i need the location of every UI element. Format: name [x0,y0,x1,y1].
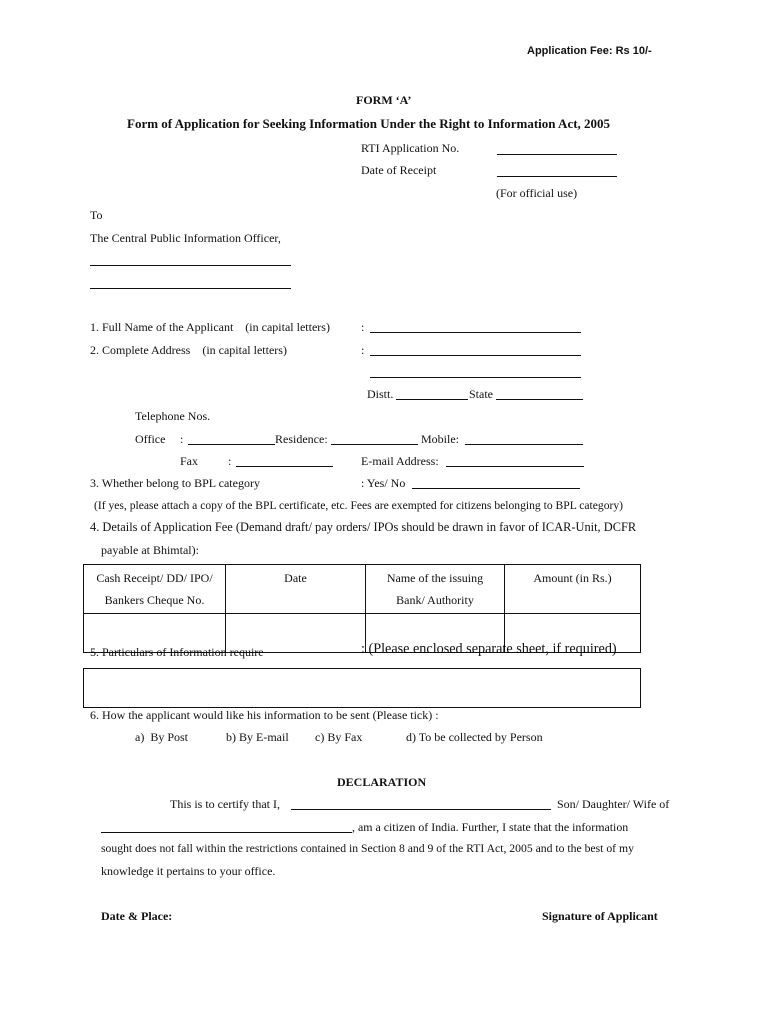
office-label: Office [135,432,166,446]
officer-label: The Central Public Information Officer, [90,231,281,245]
office-phone-field[interactable] [188,444,275,445]
date-place-label: Date & Place: [101,909,173,923]
q1-full-name-label: 1. Full Name of the Applicant (in capital letters) [90,320,330,334]
bpl-field[interactable] [412,488,580,489]
date-of-receipt-field[interactable] [497,176,617,177]
official-use-note: (For official use) [496,186,578,200]
signature-label: Signature of Applicant [542,909,658,923]
residence-phone-field[interactable] [331,444,418,445]
option-by-email[interactable]: b) By E-mail [226,730,289,744]
declaration-line-1a: This is to certify that I, [170,797,280,811]
state-label: State [469,387,493,401]
q5-note: : (Please enclosed separate sheet, if required) [361,641,617,657]
full-name-field[interactable] [370,332,581,333]
fee-details-table [83,564,641,653]
header-receipt-no: Cash Receipt/ DD/ IPO/ Bankers Cheque No. [84,565,226,614]
q2-address-label: 2. Complete Address (in capital letters) [90,343,287,357]
applicant-name-field[interactable] [291,809,551,810]
telephone-label: Telephone Nos. [135,409,211,423]
declaration-line-3: sought does not fall within the restrictions contained in Section 8 and 9 of the RTI Act, 2005 and to the best of my [101,842,634,855]
application-fee: Application Fee: Rs 10/- [527,45,652,57]
address-field-1[interactable] [370,355,581,356]
declaration-line-2: , am a citizen of India. Further, I state that the information [352,820,629,834]
option-by-post[interactable]: a) By Post [135,730,189,744]
email-field[interactable] [446,466,584,467]
fax-field[interactable] [236,466,333,467]
parent-spouse-name-field[interactable] [101,832,352,833]
yes-no-option[interactable]: : Yes/ No [361,476,406,490]
distt-field[interactable] [396,399,468,400]
option-collect-in-person[interactable]: d) To be collected by Person [406,730,543,744]
mobile-label: Mobile: [421,432,459,446]
address-field-2[interactable] [370,377,581,378]
q6-delivery-label: 6. How the applicant would like his information to be sent (Please tick) : [90,708,439,722]
rti-application-no-label: RTI Application No. [361,141,460,155]
bpl-note: (If yes, please attach a copy of the BPL certificate, etc. Fees are exempted for citizens belonging to BPL category) [94,499,624,512]
mobile-field[interactable] [465,444,583,445]
q4-fee-details-label: 4. Details of Application Fee (Demand draft/ pay orders/ IPOs should be drawn in favor of ICAR-Unit, DCFR [90,520,637,534]
header-issuing-bank: Name of the issuing Bank/ Authority [366,565,505,614]
rti-application-no-field[interactable] [497,154,617,155]
q2-colon: : [361,343,365,357]
date-of-receipt-label: Date of Receipt [361,163,437,177]
q5-particulars-label: 5. Particulars of Information require [90,645,264,659]
header-amount: Amount (in Rs.) [505,565,641,614]
officer-address-line-2[interactable] [90,288,291,289]
option-by-fax[interactable]: c) By Fax [315,730,363,744]
q4-fee-details-label-2: payable at Bhimtal): [101,543,199,557]
q3-bpl-label: 3. Whether belong to BPL category [90,476,260,490]
form-subtitle: Form of Application for Seeking Information Under the Right to Information Act, 2005 [127,116,611,131]
to-label: To [90,208,103,222]
fax-label: Fax [180,454,198,468]
state-field[interactable] [496,399,583,400]
declaration-title: DECLARATION [337,775,427,789]
q1-colon: : [361,320,365,334]
office-colon: : [180,432,184,446]
email-label: E-mail Address: [361,454,439,468]
declaration-line-4: knowledge it pertains to your office. [101,864,276,878]
particulars-box[interactable] [83,668,641,708]
officer-address-line-1[interactable] [90,265,291,266]
declaration-line-1b: Son/ Daughter/ Wife of [557,797,670,811]
header-date: Date [226,565,366,614]
fax-colon: : [228,454,232,468]
distt-label: Distt. [367,387,394,401]
residence-label: Residence: [275,432,328,446]
form-title: FORM ‘A’ [356,93,412,107]
